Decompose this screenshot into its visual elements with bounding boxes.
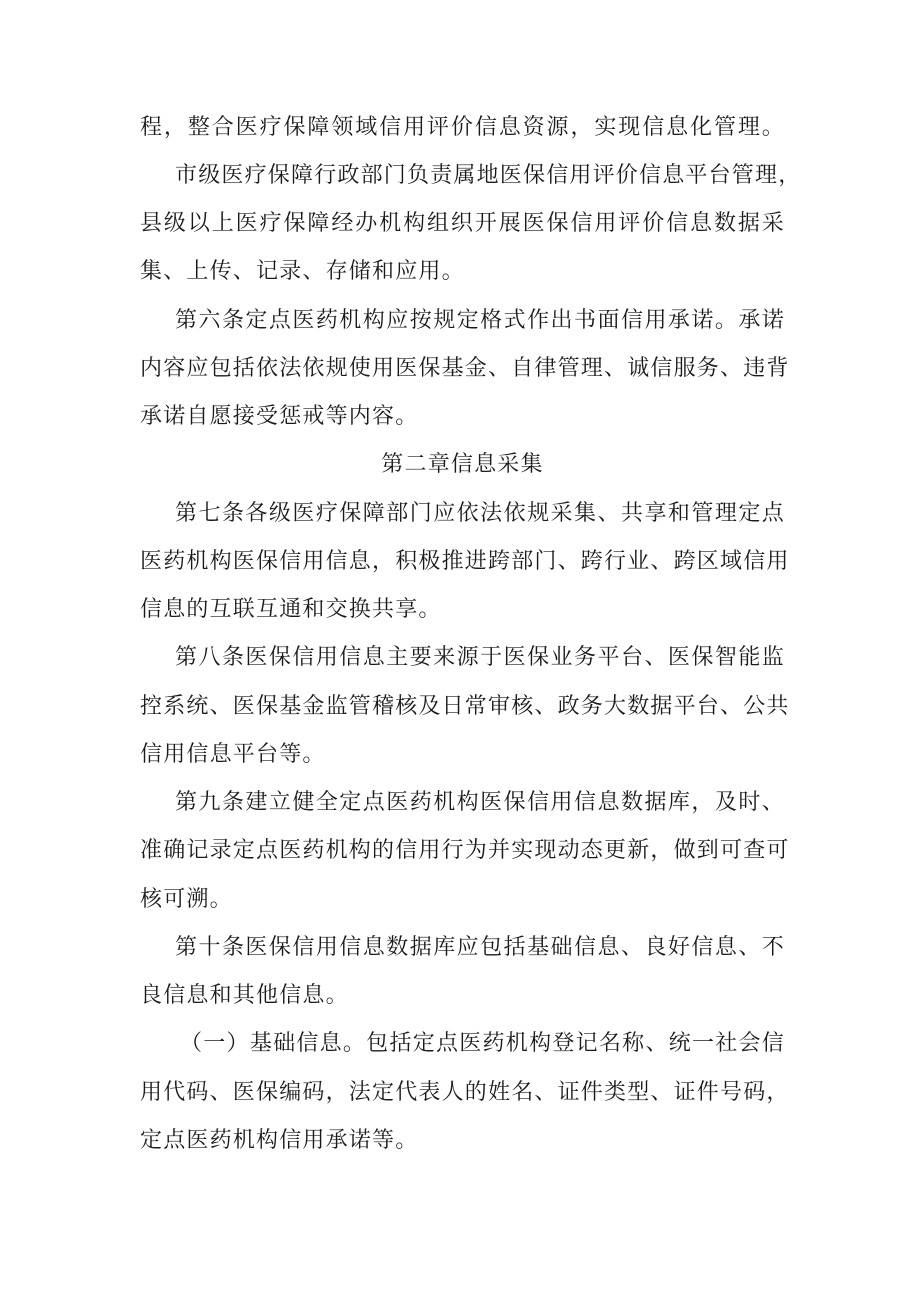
text-line: 程，整合医疗保障领域信用评价信息资源，实现信息化管理。 [140, 115, 785, 140]
text-line: 核可溯。 [140, 887, 233, 912]
text-line: 市级医疗保障行政部门负责属地医保信用评价信息平台管理， [175, 163, 802, 188]
text-line: 集、上传、记录、存储和应用。 [140, 259, 465, 284]
text-line: 控系统、医保基金监管稽核及日常审核、政务大数据平台、公共 [140, 694, 790, 719]
text-line: 良信息和其他信息。 [140, 983, 349, 1008]
text-line: 信息的互联互通和交换共享。 [140, 597, 442, 622]
text-line: （一）基础信息。包括定点医药机构登记名称、统一社会信 [180, 1031, 785, 1056]
text-line: 用代码、医保编码，法定代表人的姓名、证件类型、证件号码， [140, 1080, 790, 1105]
text-line: 第十条医保信用信息数据库应包括基础信息、良好信息、不 [175, 935, 785, 960]
text-line: 第六条定点医药机构应按规定格式作出书面信用承诺。承诺 [175, 308, 785, 333]
text-line: 医药机构医保信用信息，积极推进跨部门、跨行业、跨区域信用 [140, 549, 790, 574]
text-line: 准确记录定点医药机构的信用行为并实现动态更新，做到可查可 [140, 838, 790, 863]
text-line: 第九条建立健全定点医药机构医保信用信息数据库，及时、 [175, 790, 785, 815]
text-line: 第八条医保信用信息主要来源于医保业务平台、医保智能监 [175, 645, 785, 670]
text-line: 第七条各级医疗保障部门应依法依规采集、共享和管理定点 [175, 501, 785, 526]
text-line: 内容应包括依法依规使用医保基金、自律管理、诚信服务、违背 [140, 356, 790, 381]
text-line: 县级以上医疗保障经办机构组织开展医保信用评价信息数据采 [140, 211, 785, 236]
text-line: 承诺自愿接受惩戒等内容。 [140, 404, 419, 429]
text-line: 定点医药机构信用承诺等。 [140, 1128, 419, 1153]
chapter-heading: 第二章信息采集 [381, 452, 544, 477]
text-line: 信用信息平台等。 [140, 742, 326, 767]
